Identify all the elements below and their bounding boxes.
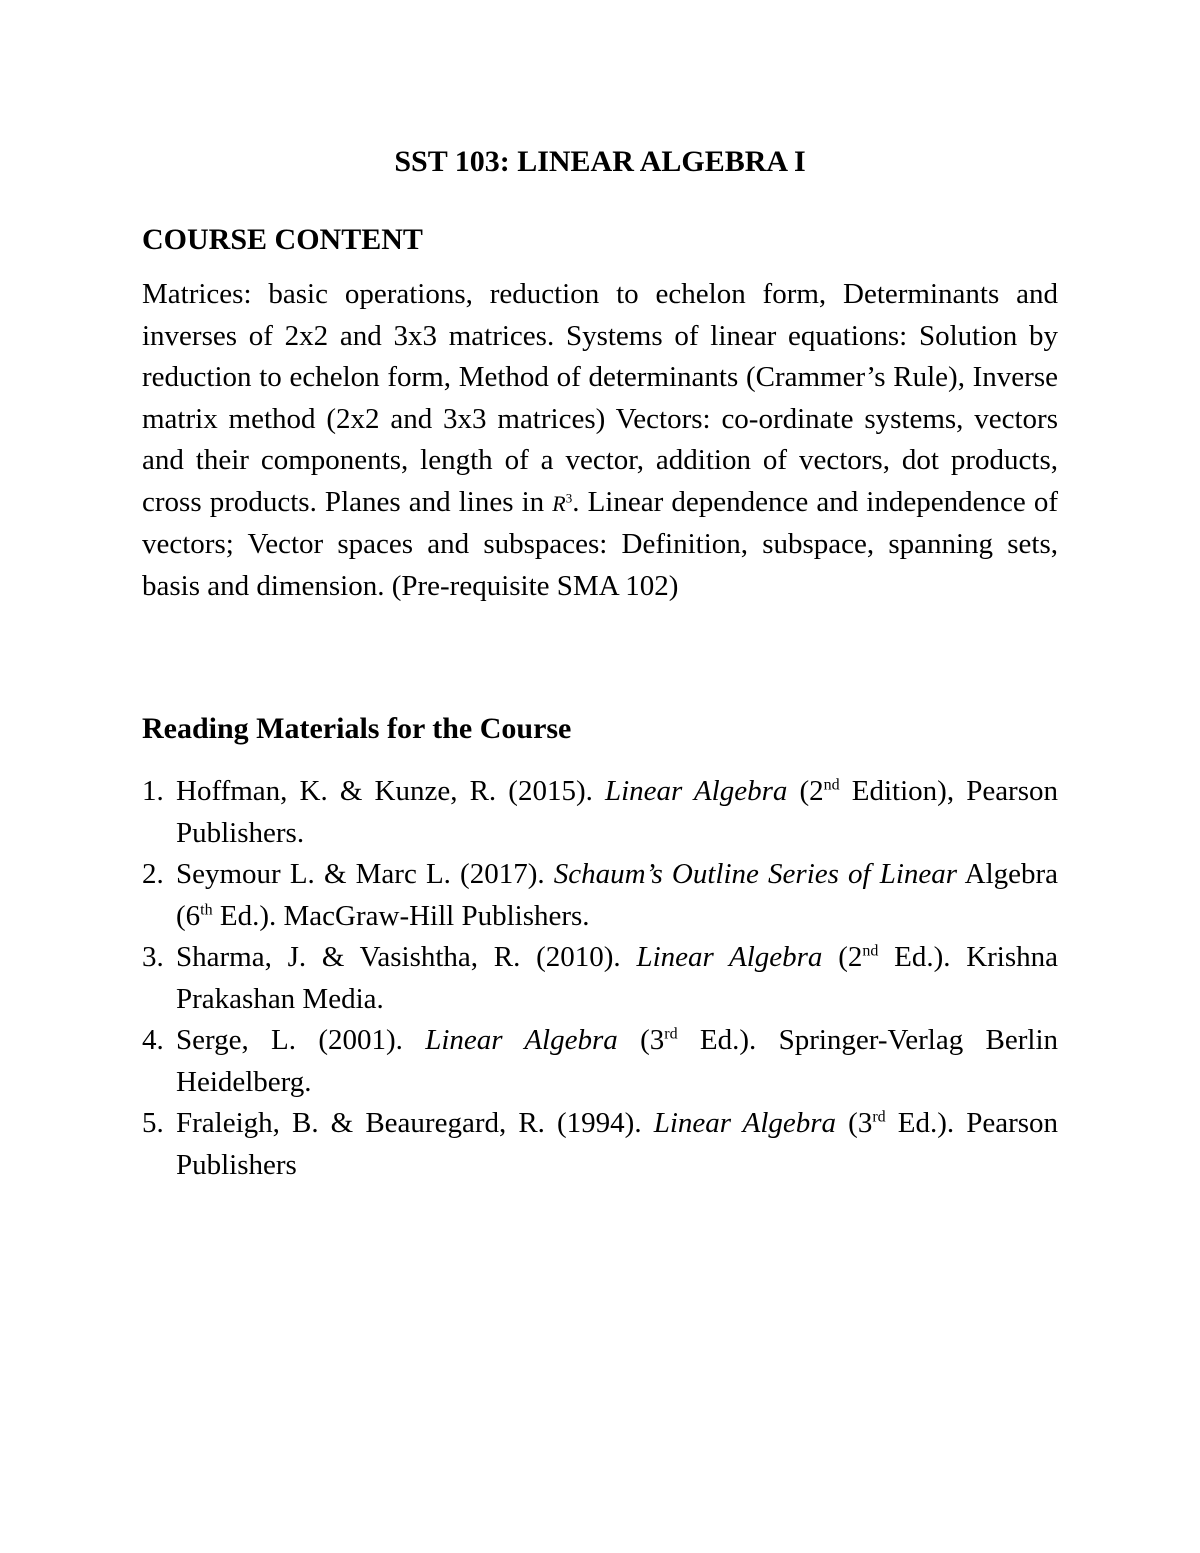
ref-authors: Hoffman, K. & Kunze, R. (2015).	[176, 775, 593, 807]
ref-authors: Serge, L. (2001).	[176, 1024, 403, 1056]
ref-edition-suffix: nd	[823, 776, 840, 794]
list-number: 4.	[142, 1024, 164, 1056]
course-content-text: Matrices: basic operations, reduction to echelon form, Determinants and inverses of 2x2 and 3x3 matrices. Systems of linear equations: Solution by reduction to echelon form, Method of determinants (Crammer’s Rule), Inverse matrix method (2x2 and 3x3 matrices) Vectors: co-ordinate systems, vectors and their components, length of a vector, addition of vectors, dot products, cross products. Planes and lines in	[142, 278, 1058, 518]
ref-edition: (3	[640, 1024, 665, 1056]
list-item	[142, 771, 1058, 854]
ref-edition-suffix: th	[200, 900, 213, 918]
ref-edition: (2	[799, 775, 824, 807]
ref-edition-suffix: nd	[862, 942, 879, 960]
ref-edition: (3	[848, 1107, 873, 1139]
ref-publisher: Ed.). Pearson Publishers	[176, 1107, 1059, 1181]
page-title: SST 103: LINEAR ALGEBRA I	[394, 145, 806, 178]
list-item	[142, 937, 1058, 1020]
ref-edition: Algebra (6	[176, 858, 1059, 932]
ref-authors: Fraleigh, B. & Beauregard, R. (1994).	[176, 1107, 642, 1139]
list-number: 2.	[142, 858, 164, 890]
math-symbol: R	[552, 490, 566, 516]
course-content-paragraph	[142, 274, 1058, 607]
ref-authors: Sharma, J. & Vasishtha, R. (2010).	[176, 941, 621, 973]
course-content-heading: COURSE CONTENT	[142, 223, 423, 256]
ref-authors: Seymour L. & Marc L. (2017).	[176, 858, 545, 890]
list-number: 1.	[142, 775, 164, 807]
ref-title: Linear Algebra	[425, 1024, 618, 1056]
course-content-text-continued: . Linear dependence and independence of vectors; Vector spaces and subspaces: Definition, subspace, spanning sets, basis and dimension. (Pre-requisite SMA 102)	[142, 485, 1058, 602]
ref-title: Linear Algebra	[653, 1107, 837, 1139]
reading-materials-heading: Reading Materials for the Course	[142, 712, 572, 745]
ref-title: Linear Algebra	[604, 775, 788, 807]
ref-publisher: Ed.). MacGraw-Hill Publishers.	[212, 899, 590, 932]
ref-edition: (2	[838, 941, 863, 973]
ref-publisher: Edition), Pearson Publishers.	[176, 775, 1059, 849]
ref-edition-suffix: rd	[872, 1108, 886, 1126]
ref-publisher: Ed.). Springer-Verlag Berlin Heidelberg.	[176, 1024, 1059, 1098]
list-item	[142, 1103, 1058, 1186]
ref-title: Linear Algebra	[636, 941, 823, 973]
ref-title: Schaum’s Outline Series of Linear	[553, 858, 958, 890]
list-item	[142, 1020, 1058, 1103]
list-item	[142, 854, 1058, 937]
ref-edition-suffix: rd	[664, 1025, 678, 1043]
ref-publisher: Ed.). Krishna Prakashan Media.	[176, 941, 1059, 1015]
list-number: 5.	[142, 1107, 164, 1139]
r3-math-symbol	[552, 491, 572, 516]
list-number: 3.	[142, 941, 164, 973]
reading-list	[142, 771, 1058, 1186]
math-exponent: 3	[565, 490, 573, 506]
